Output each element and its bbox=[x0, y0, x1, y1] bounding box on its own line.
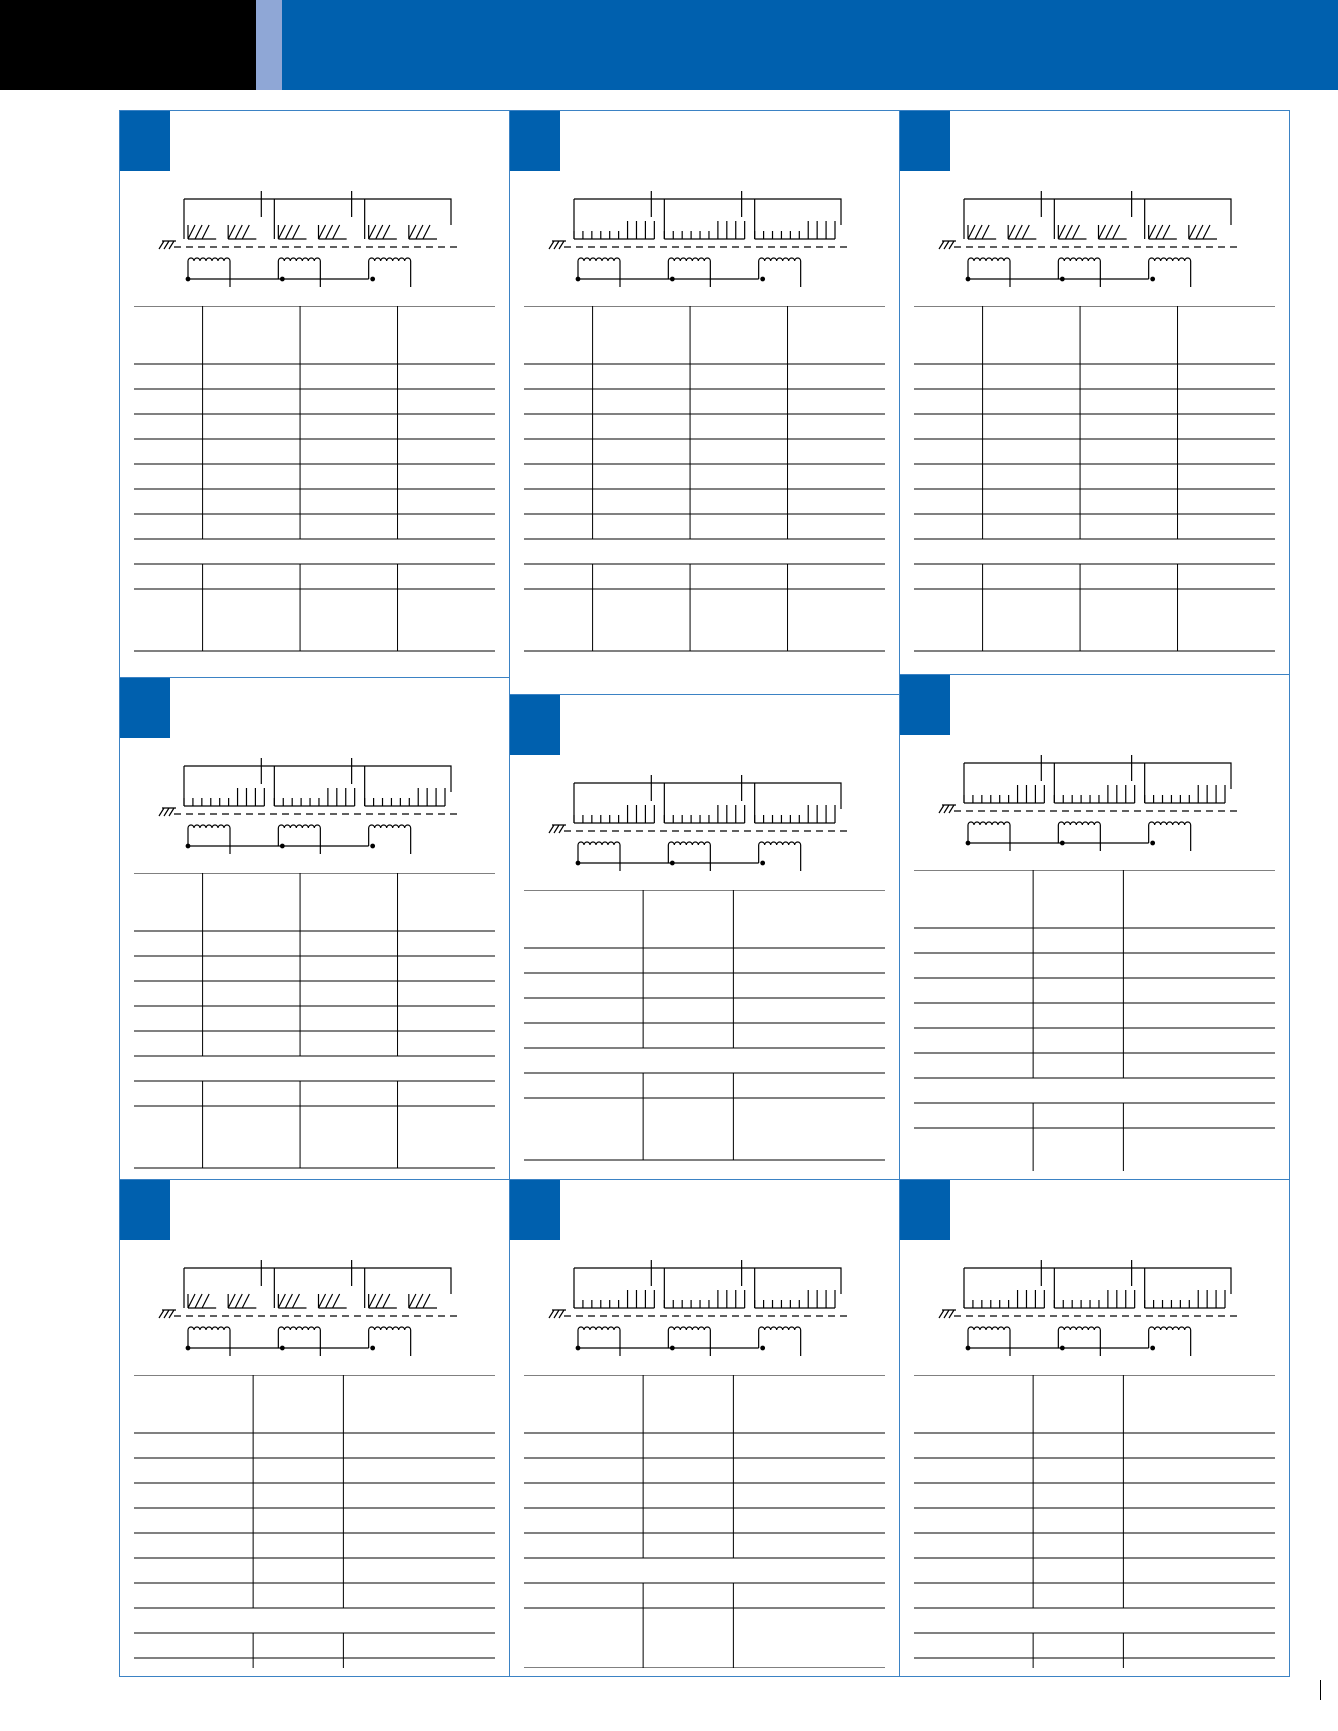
panel-number-badge bbox=[510, 111, 560, 171]
transformer-schematic bbox=[920, 1250, 1271, 1360]
wiring-diagram bbox=[920, 745, 1271, 860]
transformer-schematic bbox=[140, 1250, 491, 1360]
transformer-schematic bbox=[920, 745, 1271, 855]
transformer-schematic bbox=[530, 181, 881, 291]
panel-number-badge bbox=[120, 1180, 170, 1240]
connection-panel-3 bbox=[899, 110, 1290, 675]
connection-panel-5 bbox=[509, 694, 900, 1180]
panel-number-badge bbox=[510, 1180, 560, 1240]
wiring-diagram bbox=[140, 1250, 491, 1365]
panel-number-badge bbox=[900, 111, 950, 171]
connection-panel-4 bbox=[119, 677, 510, 1180]
connection-panel-1 bbox=[119, 110, 510, 678]
wiring-diagram bbox=[920, 181, 1271, 296]
tap-voltage-grid bbox=[134, 306, 495, 669]
transformer-schematic bbox=[140, 181, 491, 291]
connection-table bbox=[134, 306, 495, 669]
connection-panel-9 bbox=[899, 1179, 1290, 1677]
wiring-diagram bbox=[140, 181, 491, 296]
panel-number-badge bbox=[900, 1180, 950, 1240]
header-accent-stripe bbox=[256, 0, 282, 90]
connection-table bbox=[524, 1375, 885, 1668]
connection-table bbox=[134, 1375, 495, 1668]
panel-number-badge bbox=[120, 678, 170, 738]
tap-voltage-grid bbox=[524, 306, 885, 686]
wiring-diagram bbox=[530, 1250, 881, 1365]
tap-voltage-grid bbox=[914, 1375, 1275, 1668]
connection-table bbox=[524, 306, 885, 686]
tap-voltage-grid bbox=[524, 1375, 885, 1668]
header-blue-bar bbox=[282, 0, 1338, 90]
connection-panel-6 bbox=[899, 674, 1290, 1180]
panel-number-badge bbox=[120, 111, 170, 171]
tap-voltage-grid bbox=[134, 1375, 495, 1668]
tap-voltage-grid bbox=[914, 306, 1275, 666]
connection-panel-7 bbox=[119, 1179, 510, 1677]
wiring-diagram bbox=[530, 181, 881, 296]
connection-panel-2 bbox=[509, 110, 900, 695]
transformer-schematic bbox=[530, 765, 881, 875]
panel-number-badge bbox=[900, 675, 950, 735]
wiring-diagram bbox=[530, 765, 881, 880]
tap-voltage-grid bbox=[914, 870, 1275, 1171]
tap-voltage-grid bbox=[134, 873, 495, 1171]
connection-table bbox=[914, 1375, 1275, 1668]
connection-table bbox=[914, 870, 1275, 1171]
connection-table bbox=[524, 890, 885, 1171]
connection-table bbox=[914, 306, 1275, 666]
page-number-mark bbox=[1320, 1680, 1321, 1700]
tap-voltage-grid bbox=[524, 890, 885, 1171]
connection-panel-8 bbox=[509, 1179, 900, 1677]
header-black-block bbox=[0, 0, 256, 90]
panel-number-badge bbox=[510, 695, 560, 755]
transformer-schematic bbox=[920, 181, 1271, 291]
transformer-schematic bbox=[530, 1250, 881, 1360]
wiring-diagram bbox=[140, 748, 491, 863]
transformer-schematic bbox=[140, 748, 491, 858]
connection-table bbox=[134, 873, 495, 1171]
wiring-diagram bbox=[920, 1250, 1271, 1365]
